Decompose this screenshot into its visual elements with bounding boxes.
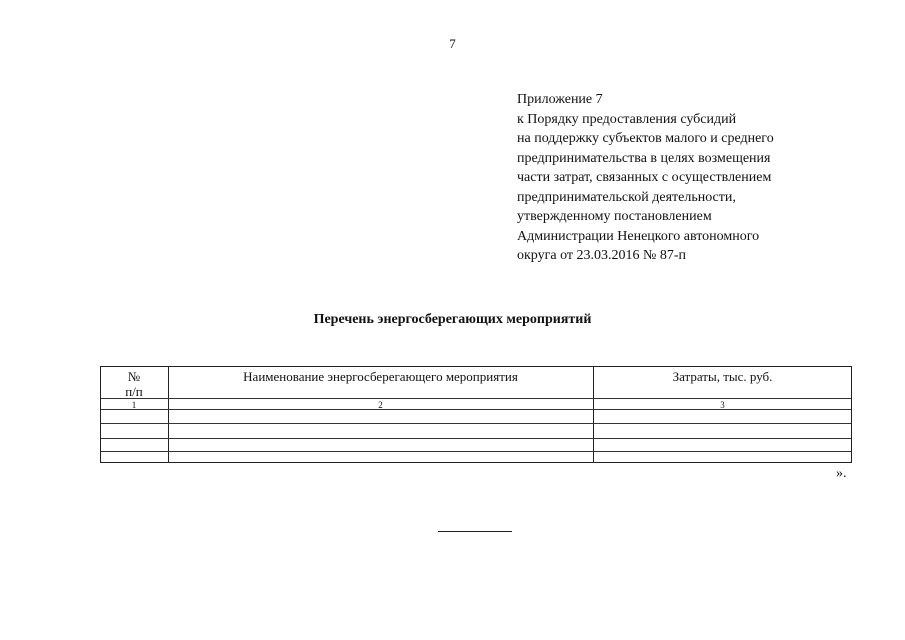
header-cost: Затраты, тыс. руб. xyxy=(672,369,773,384)
appendix-line: части затрат, связанных с осуществлением xyxy=(517,170,772,185)
appendix-line: Приложение 7 xyxy=(517,92,603,107)
appendix-block xyxy=(517,90,877,266)
document-title: Перечень энергосберегающих мероприятий xyxy=(313,312,592,327)
row-divider xyxy=(101,423,851,424)
appendix-line: округа от 23.03.2016 № 87-п xyxy=(517,248,687,263)
appendix-line: на поддержку субъектов малого и среднего xyxy=(517,131,774,146)
footer-separator-line xyxy=(438,531,512,532)
closing-quote: ». xyxy=(836,466,847,481)
appendix-line: предпринимательской деятельности, xyxy=(517,189,736,205)
appendix-line: утвержденному постановлением xyxy=(517,209,712,224)
row-divider xyxy=(101,438,851,439)
page-number: 7 xyxy=(449,36,456,51)
column-index-3: 3 xyxy=(720,400,725,410)
appendix-line: Администрации Ненецкого автономного xyxy=(517,228,760,244)
header-name: Наименование энергосберегающего мероприятия xyxy=(243,369,518,384)
header-number-line2: п/п xyxy=(125,384,143,399)
appendix-line: к Порядку предоставления субсидий xyxy=(517,111,737,127)
appendix-line: предпринимательства в целях возмещения xyxy=(517,150,771,166)
header-number xyxy=(100,369,168,399)
column-index-1: 1 xyxy=(131,400,137,410)
row-divider xyxy=(101,451,851,452)
column-index-2: 2 xyxy=(378,400,383,410)
header-number-line1: № xyxy=(127,369,141,384)
header-divider xyxy=(101,398,851,399)
